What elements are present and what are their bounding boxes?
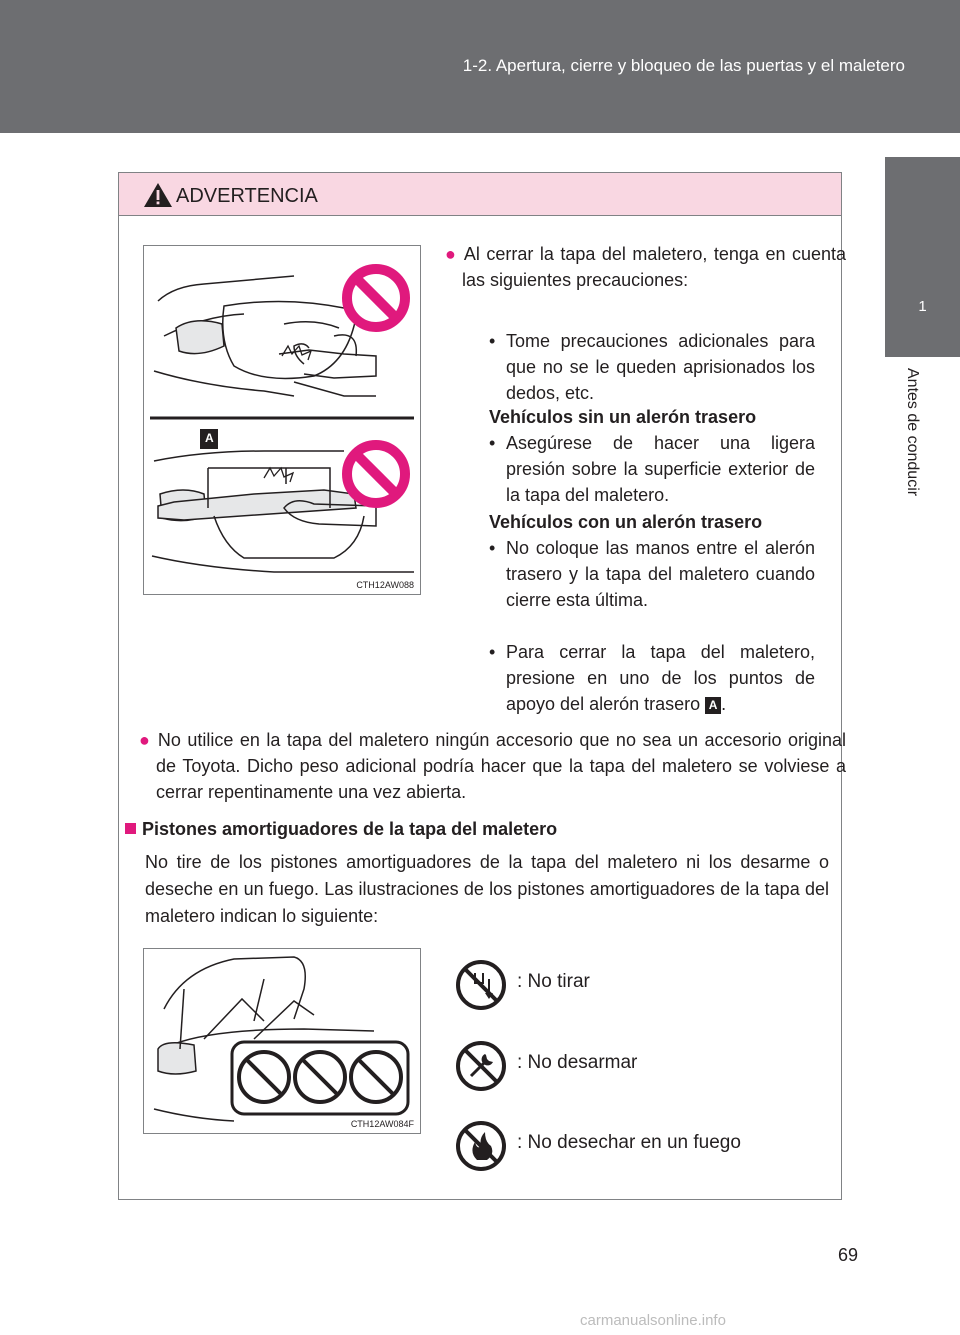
- symbol-no-fire: [455, 1120, 741, 1178]
- section-title: Pistones amortiguadores de la tapa del maletero: [125, 816, 825, 842]
- figure1-code: CTH12AW088: [356, 580, 414, 590]
- sub-bullet-fingers: • Tome precauciones adicionales para que no se le queden aprisionados los dedos, etc.: [489, 331, 815, 403]
- section-square-icon: [125, 823, 136, 834]
- trunk-closing-illustration: [143, 245, 421, 595]
- no-disassemble-icon: [455, 1040, 507, 1092]
- prohibit-sign-upper: [347, 269, 405, 327]
- page-header: [0, 0, 960, 133]
- bullet-close-trunk: ● Al cerrar la tapa del maletero, tenga en cuenta las siguientes precauciones:: [445, 244, 846, 290]
- trunk-closing-drawing: [144, 246, 420, 594]
- figure2-code: CTH12AW084F: [350, 1119, 414, 1129]
- chapter-title: 1-2. Apertura, cierre y bloqueo de las puertas y el maletero: [462, 56, 905, 75]
- damper-drawing: [144, 949, 420, 1133]
- warning-box: [118, 172, 846, 1200]
- damper-labels-illustration: [143, 948, 421, 1134]
- warning-title: ADVERTENCIA: [176, 185, 318, 207]
- label-no-pull: : No tirar: [517, 971, 590, 992]
- bullet-accessories: ● No utilice en la tapa del maletero ningún accesorio que no sea un accesorio original de Toyota. Dicho peso adicional podría hacer que la tapa del maletero se volviese a cerrar repentinamente una vez abierta.: [139, 730, 846, 802]
- watermark: carmanualsonline.info: [580, 1312, 726, 1329]
- inline-marker-a: A: [705, 697, 721, 714]
- page-number: 69: [838, 1245, 859, 1265]
- heading-spoiler: Vehículos con un alerón trasero: [489, 512, 763, 532]
- symbol-no-pull: [455, 959, 590, 1017]
- sub-bullet-light-pressure: • Asegúrese de hacer una ligera presión sobre la superficie exterior de la tapa del maletero.: [489, 433, 815, 505]
- no-fire-icon: [455, 1120, 507, 1172]
- side-tab-number: 1: [918, 298, 927, 315]
- sub-bullet-hands: • No coloque las manos entre el alerón trasero y la tapa del maletero cuando cierre esta última.: [489, 538, 815, 610]
- bullet-dot: ●: [139, 730, 158, 750]
- bullet-dot: ●: [445, 244, 464, 264]
- figure-marker-a: A: [205, 431, 214, 445]
- section-body: No tire de los pistones amortiguadores de la tapa del maletero ni los desarme o deseche en un fuego. Las ilustraciones de los pistones amortiguadores de la tapa del maletero indican lo siguiente:: [145, 852, 829, 926]
- no-pull-icon: [455, 959, 507, 1011]
- warning-triangle-icon: [143, 182, 173, 208]
- label-no-disassemble: : No desarmar: [517, 1052, 638, 1073]
- label-no-fire: : No desechar en un fuego: [517, 1132, 741, 1153]
- side-tab-label: Antes de conducir: [904, 368, 921, 497]
- sub-bullet-support-points: • Para cerrar la tapa del maletero, presione en uno de los puntos de apoyo del alerón trasero A .: [489, 642, 815, 714]
- heading-no-spoiler: Vehículos sin un alerón trasero: [489, 407, 757, 427]
- warning-header: [119, 173, 841, 216]
- symbol-no-disassemble: [455, 1040, 638, 1098]
- prohibit-sign-lower: [347, 445, 405, 503]
- side-chapter-tab[interactable]: [885, 157, 960, 357]
